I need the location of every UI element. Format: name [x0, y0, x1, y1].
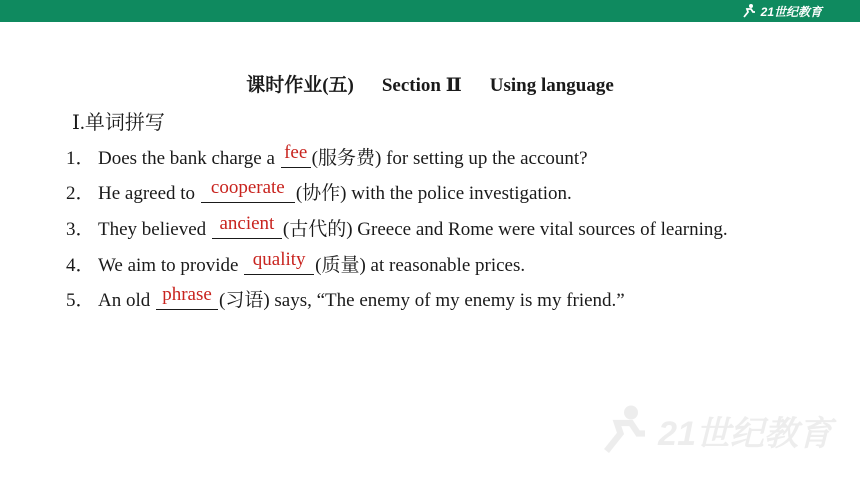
page-title: [0, 70, 860, 97]
answer-blank: [201, 177, 295, 203]
question-2: [66, 178, 572, 205]
section-heading: Ⅰ.单词拼写: [72, 112, 165, 134]
question-text-after: (习语) says, “The enemy of my enemy is my friend.”: [219, 290, 625, 311]
question-text-after: (古代的) Greece and Rome were vital sources of learning.: [282, 219, 728, 240]
answer-text: quality: [252, 249, 306, 270]
title-section: Section Ⅱ: [381, 75, 462, 96]
question-text-after: (协作) with the police investigation.: [295, 183, 572, 204]
question-number: 4．: [66, 255, 95, 276]
watermark-text: 21世纪教育: [658, 414, 832, 453]
question-text-before: He agreed to: [98, 183, 200, 204]
question-text-before: They believed: [98, 219, 211, 240]
question-text-before: An old: [98, 290, 155, 311]
answer-text: fee: [284, 142, 308, 163]
logo-text: 21世纪教育: [760, 4, 822, 19]
answer-text: phrase: [162, 284, 212, 305]
answer-blank: [244, 249, 314, 275]
question-number: 3．: [66, 219, 95, 240]
question-text-after: (质量) at reasonable prices.: [315, 255, 526, 276]
answer-blank: [281, 142, 311, 168]
runner-icon: [596, 402, 652, 458]
question-number: 1．: [66, 148, 95, 169]
question-5: [66, 285, 625, 312]
question-3: [66, 214, 728, 241]
title-assignment: 课时作业(五): [246, 75, 354, 96]
header-bar: [0, 0, 860, 22]
brand-logo: [741, 2, 822, 20]
question-number: 2．: [66, 183, 95, 204]
answer-text: ancient: [219, 213, 275, 234]
title-topic: Using language: [489, 75, 614, 96]
answer-blank: [212, 213, 282, 239]
watermark-logo: [596, 402, 832, 458]
runner-icon: [741, 3, 757, 19]
answer-blank: [156, 284, 218, 310]
answer-text: cooperate: [210, 177, 285, 198]
question-1: [66, 143, 588, 170]
question-number: 5．: [66, 290, 95, 311]
question-text-before: Does the bank charge a: [98, 148, 280, 169]
question-text-before: We aim to provide: [98, 255, 244, 276]
question-text-after: (服务费) for setting up the account?: [311, 148, 588, 169]
question-4: [66, 250, 525, 277]
